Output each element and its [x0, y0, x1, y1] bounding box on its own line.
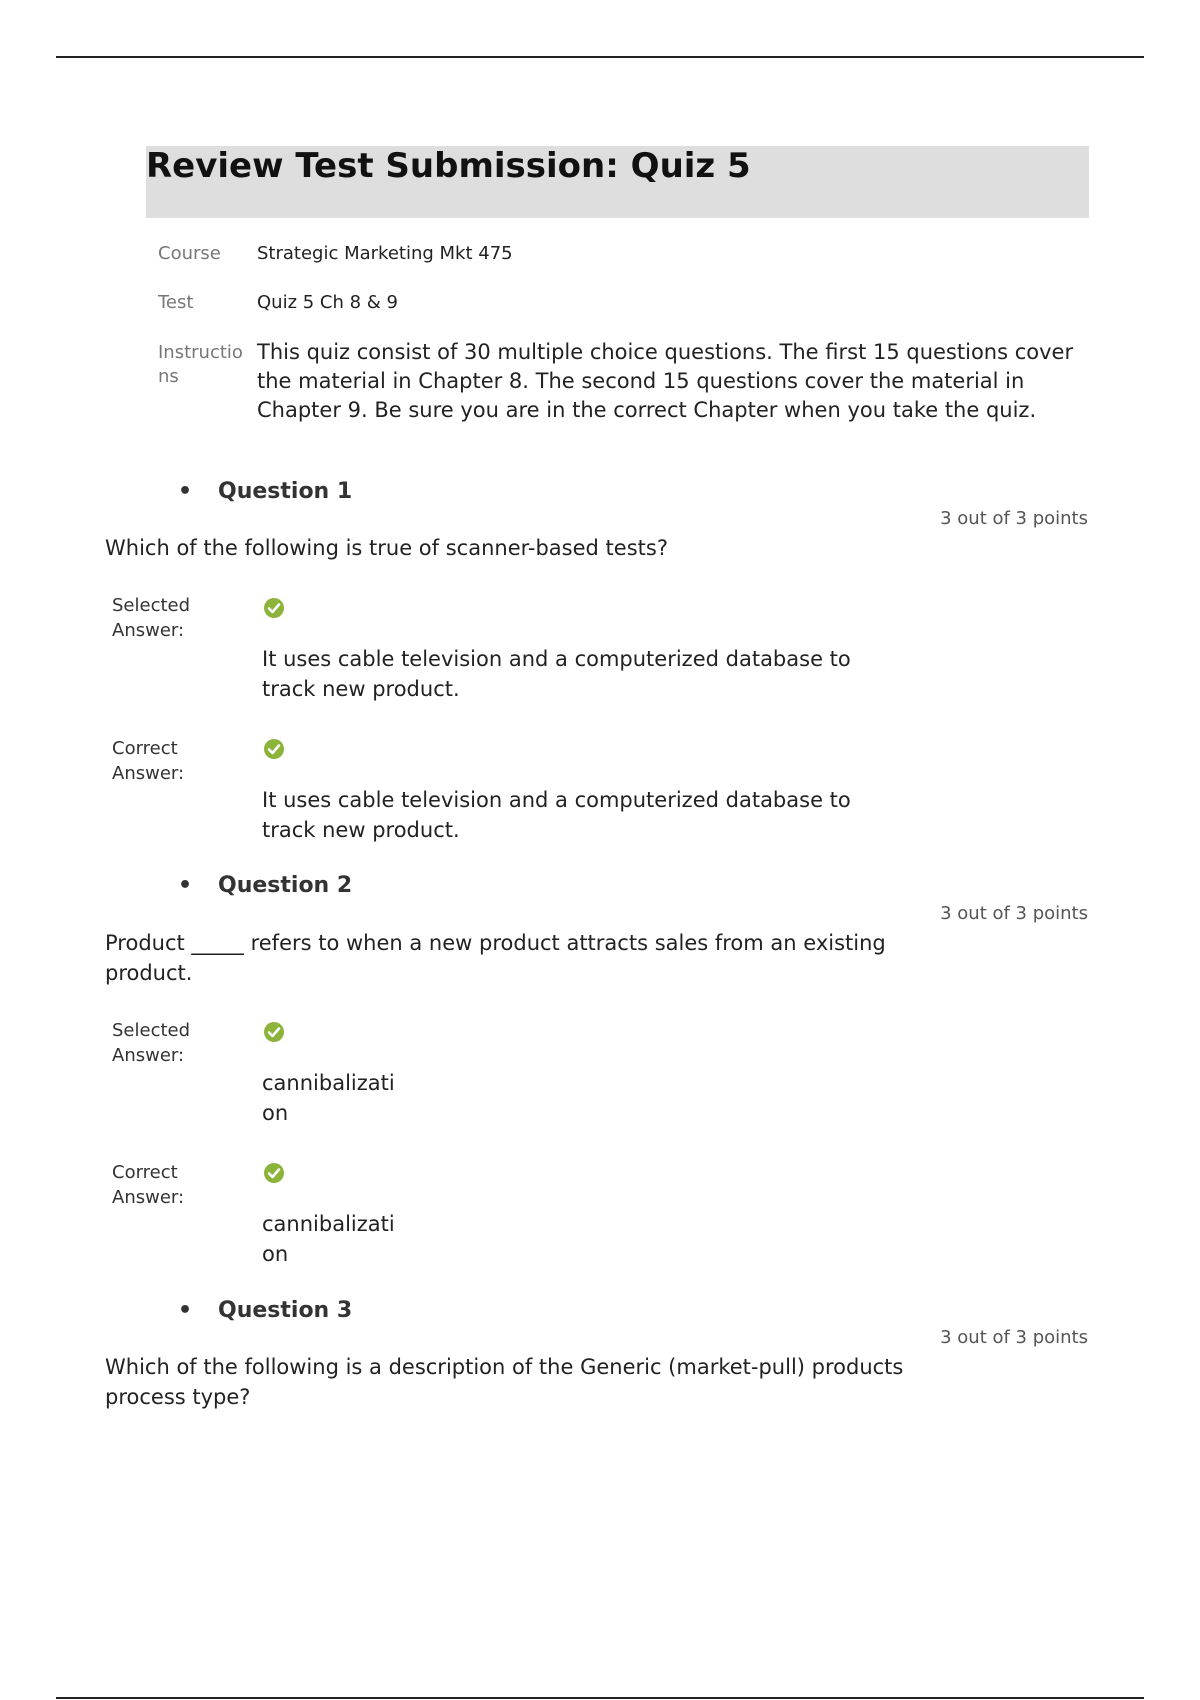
- question-3-title: Question 3: [218, 1298, 353, 1323]
- question-1-text: Which of the following is true of scanner-based tests?: [105, 536, 668, 560]
- page-title: Review Test Submission: Quiz 5: [146, 146, 751, 186]
- check-circle-icon: [263, 1021, 285, 1043]
- test-label: Test: [158, 292, 194, 313]
- question-2-header: [178, 872, 352, 900]
- bullet: •: [178, 873, 193, 898]
- check-circle-icon: [263, 1162, 285, 1184]
- question-3-points: 3 out of 3 points: [940, 1327, 1088, 1348]
- instructions-label: Instructions: [158, 342, 243, 387]
- question-1-selected-answer: It uses cable television and a computerized database to track new product.: [262, 647, 851, 701]
- question-2-text: Product _____ refers to when a new product attracts sales from an existing product.: [105, 931, 886, 985]
- question-2-selected-answer: cannibalization: [262, 1071, 395, 1125]
- question-2-correct-answer: cannibalization: [262, 1212, 395, 1266]
- question-1-header: [178, 478, 352, 506]
- course-value: Strategic Marketing Mkt 475: [257, 243, 513, 264]
- title-bar: [146, 146, 1089, 218]
- question-1-correct-answer: It uses cable television and a computerized database to track new product.: [262, 788, 851, 842]
- question-3-header: [178, 1297, 352, 1325]
- check-circle-icon: [263, 738, 285, 760]
- question-3-text: Which of the following is a description of the Generic (market-pull) products process type?: [105, 1355, 904, 1409]
- test-value: Quiz 5 Ch 8 & 9: [257, 292, 399, 313]
- bottom-rule: [56, 1697, 1144, 1699]
- question-2-correct-label: Correct Answer:: [112, 1162, 185, 1208]
- question-1-selected-label: Selected Answer:: [112, 595, 191, 641]
- question-2-points: 3 out of 3 points: [940, 903, 1088, 924]
- question-2-title: Question 2: [218, 873, 353, 898]
- question-1-title: Question 1: [218, 479, 353, 504]
- bullet: •: [178, 479, 193, 504]
- top-rule: [56, 56, 1144, 58]
- check-circle-icon: [263, 597, 285, 619]
- instructions-value: This quiz consist of 30 multiple choice questions. The first 15 questions cover the material in Chapter 8. The second 15 questions cover the material in Chapter 9. Be sure you are in the correct Chapter when you take the quiz.: [257, 340, 1074, 422]
- bullet: •: [178, 1298, 193, 1323]
- question-1-points: 3 out of 3 points: [940, 508, 1088, 529]
- course-label: Course: [158, 243, 221, 264]
- question-1-correct-label: Correct Answer:: [112, 738, 185, 784]
- question-2-selected-label: Selected Answer:: [112, 1020, 191, 1066]
